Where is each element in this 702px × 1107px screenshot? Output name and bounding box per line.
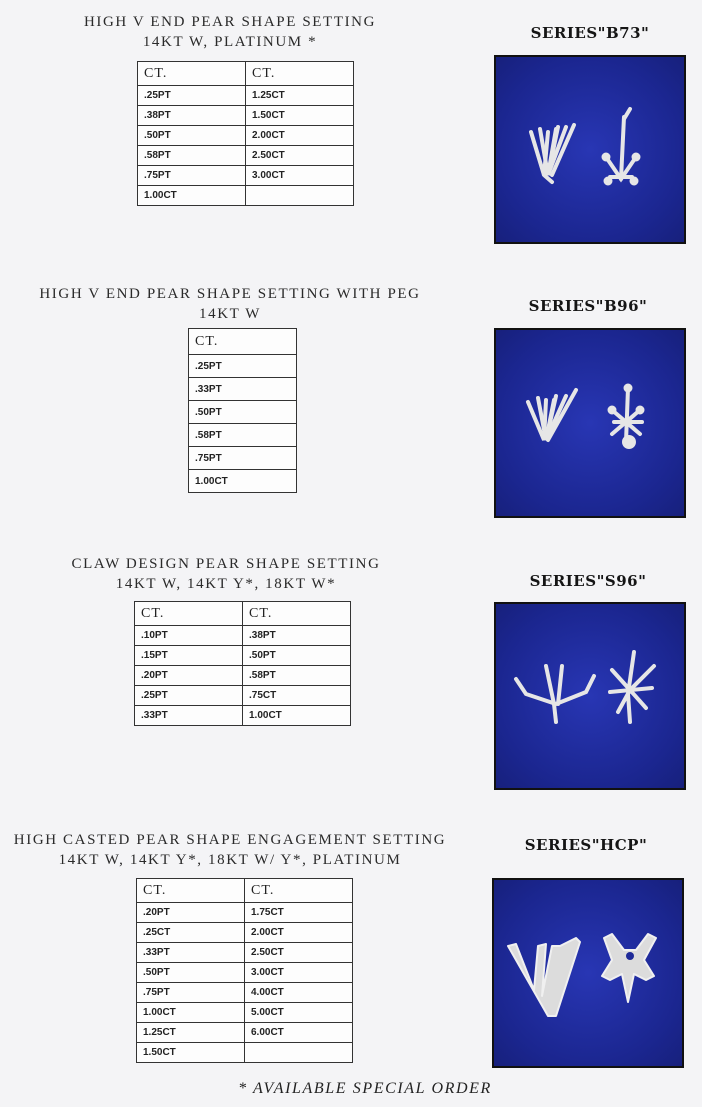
column-header: CT.: [245, 879, 353, 903]
table-cell: .33PT: [189, 378, 297, 401]
carat-table: [136, 878, 353, 1063]
title-line-1: HIGH V END PEAR SHAPE SETTING: [83, 14, 377, 30]
table-cell: .50PT: [137, 963, 245, 983]
title-line-2: 14KT W: [199, 306, 261, 322]
claw-setting-top-icon: [610, 652, 654, 722]
series-label: SERIES"S96": [529, 572, 647, 590]
title-line-2: 14KT W, PLATINUM *: [142, 34, 318, 50]
table-cell: 1.50CT: [246, 106, 354, 126]
table-cell: .75PT: [137, 983, 245, 1003]
column-header: CT.: [243, 602, 351, 626]
column-header: CT.: [189, 329, 297, 355]
table-cell: [245, 1043, 353, 1063]
table-cell: .50PT: [189, 401, 297, 424]
title-line-1: HIGH V END PEAR SHAPE SETTING WITH PEG: [39, 286, 421, 302]
table-cell: 4.00CT: [245, 983, 353, 1003]
table-cell: .38PT: [243, 626, 351, 646]
pear-head-setting-icon: [604, 109, 639, 184]
table-cell: .20PT: [135, 666, 243, 686]
table-cell: .38PT: [138, 106, 246, 126]
series-label: SERIES"HCP": [524, 836, 648, 854]
table-cell: 1.25CT: [137, 1023, 245, 1043]
product-photo: [494, 602, 686, 790]
section-title: [0, 554, 452, 594]
table-cell: .20PT: [137, 903, 245, 923]
product-photo: [494, 328, 686, 518]
table-cell: [246, 186, 354, 206]
table-cell: 2.50CT: [246, 146, 354, 166]
table-cell: .75PT: [138, 166, 246, 186]
table-cell: 2.50CT: [245, 943, 353, 963]
table-cell: .50PT: [138, 126, 246, 146]
table-cell: 5.00CT: [245, 1003, 353, 1023]
table-cell: .50PT: [243, 646, 351, 666]
section-title: [0, 830, 460, 870]
table-cell: .25PT: [138, 86, 246, 106]
table-cell: 3.00CT: [246, 166, 354, 186]
column-header: CT.: [135, 602, 243, 626]
table-cell: .75CT: [243, 686, 351, 706]
claw-setting-side-icon: [516, 666, 594, 722]
table-cell: 2.00CT: [246, 126, 354, 146]
table-cell: 1.75CT: [245, 903, 353, 923]
section-title: [0, 12, 460, 52]
product-photo: [494, 55, 686, 244]
table-cell: .58PT: [243, 666, 351, 686]
column-header: CT.: [138, 62, 246, 86]
product-photo: [492, 878, 684, 1068]
column-header: CT.: [246, 62, 354, 86]
section-title: [0, 284, 460, 324]
v-end-prong-setting-icon: [528, 390, 576, 440]
special-order-footnote: * AVAILABLE SPECIAL ORDER: [238, 1080, 492, 1097]
table-cell: 2.00CT: [245, 923, 353, 943]
table-cell: 1.00CT: [137, 1003, 245, 1023]
section-b73: [0, 0, 702, 260]
table-cell: 1.25CT: [246, 86, 354, 106]
series-label: SERIES"B73": [530, 24, 650, 42]
table-cell: .33PT: [137, 943, 245, 963]
column-header: CT.: [137, 879, 245, 903]
table-cell: .25PT: [135, 686, 243, 706]
table-cell: 1.00CT: [243, 706, 351, 726]
title-line-2: 14KT W, 14KT Y*, 18KT W*: [115, 576, 337, 592]
table-cell: .33PT: [135, 706, 243, 726]
series-label: SERIES"B96": [528, 297, 648, 315]
peg-head-setting-icon: [610, 386, 643, 448]
table-cell: 1.00CT: [189, 470, 297, 493]
carat-table: [137, 61, 354, 206]
table-cell: 1.50CT: [137, 1043, 245, 1063]
table-cell: .10PT: [135, 626, 243, 646]
carat-table: [134, 601, 351, 726]
title-line-2: 14KT W, 14KT Y*, 18KT W/ Y*, PLATINUM: [58, 852, 402, 868]
table-cell: .25CT: [137, 923, 245, 943]
title-line-1: HIGH CASTED PEAR SHAPE ENGAGEMENT SETTING: [13, 832, 447, 848]
table-cell: 6.00CT: [245, 1023, 353, 1043]
table-cell: .75PT: [189, 447, 297, 470]
section-s96: [0, 540, 702, 820]
casted-setting-top-icon: [602, 934, 656, 1002]
table-cell: 3.00CT: [245, 963, 353, 983]
section-hcp: [0, 820, 702, 1090]
table-cell: .25PT: [189, 355, 297, 378]
table-cell: .58PT: [189, 424, 297, 447]
title-line-1: CLAW DESIGN PEAR SHAPE SETTING: [71, 556, 381, 572]
casted-setting-side-icon: [508, 938, 580, 1016]
table-cell: 1.00CT: [138, 186, 246, 206]
table-cell: .15PT: [135, 646, 243, 666]
table-cell: .58PT: [138, 146, 246, 166]
section-b96: [0, 260, 702, 540]
v-end-prong-setting-icon: [531, 125, 574, 182]
carat-table: [188, 328, 297, 493]
